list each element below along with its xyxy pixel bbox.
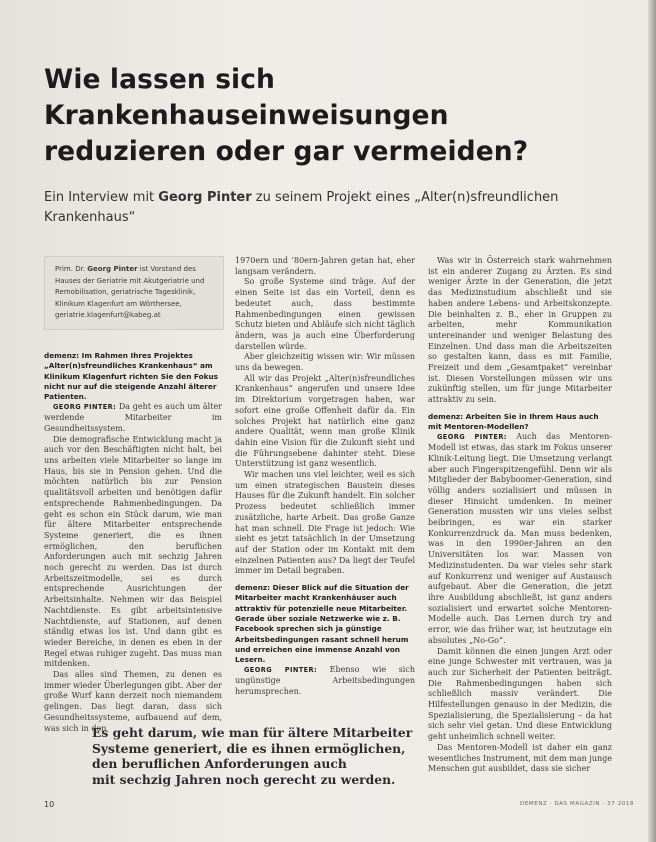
headline: Wie lassen sich Krankenhauseinweisungen reduzieren oder gar vermeiden? — [44, 64, 529, 167]
answer-1-lead — [44, 402, 222, 434]
answer-2 — [235, 665, 415, 697]
pull-quote-line-4: mit sechzig Jahren noch gerecht zu werden. — [92, 772, 396, 788]
bio-text: ist Vorstand des Hauses der Geriatrie mit Akutgeriatrie und Remobilisation, geriatrische Tagesklinik, Klinikum Klagenfurt am Wörthersee, geriatrie.klagenfurt@kabeg.at — [55, 265, 205, 319]
column-2-paragraph-4: All wir das Projekt „Alter(n)sfreundliches Krankenhaus“ angerufen und unsere Idee im Direktorium vorgetragen haben, war sofort eine große Offenheit dafür da. Ein solches Projekt hat natürlich eine ganz andere Qualität, wenn man große Klinik dahin eine Vision für die Zukunft sieht und die Führungsebene dahinter steht. Diese Unterstützung ist ganz wesentlich. — [235, 373, 415, 469]
subtitle-suffix: zu seinem Projekt eines „Alter(n)sfreundlichen Krankenhaus“ — [44, 190, 559, 225]
question-2: demenz: Dieser Blick auf die Situation der Mitarbeiter macht Krankenhäuser auch attraktiv für potenzielle neue Mitarbeiter. Gerade über soziale Netzwerke wie z. B. Facebook sprechen sich ja günstige Arbeitsbedingungen rasant schnell herum und erreichen eine immense Anzahl von Lesern. — [235, 583, 409, 665]
answer-1-body: Die demografische Entwicklung macht ja auch vor den Beschäftigten nicht halt, bei uns arbeiten viele Mitarbeiter so lange im Haus, bis sie in Pension gehen. Und die möchten natürlich bis zur Pension qualitätsvoll arbeiten und benötigen dafür entsprechende Rahmenbedingungen. Da geht es schon ein Stück darum, wie man für ältere Mitarbeiter entsprechende Systeme generiert, die es ihnen ermöglichen, den beruflichen Anforderungen auch mit sechzig Jahren noch gerecht zu werden. Das ist durch Arbeitszeitmodelle, sei es durch entsprechende Ausrichtungen der Arbeitsinhalte. Nehmen wir das Beispiel Nachtdienste. Es gibt arbeitsintensive Nachtdienste, auf Stationen, auf denen ständig etwas los ist. Und dann gibt es wieder Bereiche, in denen es eben in der Regel etwas ruhiger zugeht. Das muss man mitdenken. — [44, 434, 222, 669]
answer-3-text: Auch das Mentoren-Modell ist etwas, das stark im Fokus unserer Klinik-Leitung liegt. Die Umsetzung verlangt aber auch Fingerspitzengefühl. Denn wir als Mitglieder der Babyboomer-Generation, sind völlig anders sozialisiert und müssen in dieser Hinsicht umdenken. In meiner Generation mussten wir uns vieles selbst beibringen, es war ein starker Konkurrenzdruck da. Man muss bedenken, was in den 1990er-Jahren an den Universitäten los war. Massen von Medizinstudenten. Da war vieles sehr stark auf Konkurrenz und weniger auf Austausch aufgebaut. Aber die Generation, die jetzt ihre Ausbildung abschließt, ist ganz anders sozialisiert und erwartet solche Mentoren-Modelle auch. Das Lernen durch try and error, wie das früher war, ist heutzutage ein absolutes „No-Go“. — [428, 432, 612, 645]
question-3: demenz: Arbeiten Sie in Ihrem Haus auch mit Mentoren-Modellen? — [428, 411, 599, 432]
answer-2-text: Ebenso wie sich ungünstige Arbeitsbedingungen herumsprechen. — [235, 665, 415, 696]
page-number: 10 — [44, 800, 55, 809]
author-bio-box — [44, 256, 224, 330]
pull-quote — [92, 725, 412, 788]
answer-3 — [428, 432, 612, 646]
column-2-paragraph-1: 1970ern und ’80ern-Jahren getan hat, eher langsam verändern. — [235, 256, 415, 276]
answer-1-lead-text: Da geht es auch um älter werdende Mitarbeiter im Gesundheitssystem. — [44, 402, 222, 433]
subtitle-name: Georg Pinter — [158, 190, 252, 205]
speaker-label: GEORG PINTER: — [53, 403, 117, 412]
column-2-paragraph-5: Wir machen uns viel leichter, weil es sich um einen strategischen Baustein dieses Hauses für die Zukunft handelt. Ein solcher Prozess bedeutet schließlich immer zusätzliche, harte Arbeit. Das große Ganze hat man schnell. Die Frage ist jedoch: Wie sieht es jetzt tatsächlich in der Umsetzung auf der Station oder im Kontakt mit dem einzelnen Patienten aus? Da liegt der Teufel immer im Detail begraben. — [235, 470, 415, 576]
magazine-footer: DEMENZ · DAS MAGAZIN · 37 2018 — [520, 801, 635, 807]
text-column-3 — [428, 256, 612, 812]
speaker-label: GEORG PINTER: — [437, 433, 507, 442]
bio-prefix: Prim. Dr. — [55, 265, 88, 273]
page-spine-shadow — [648, 0, 656, 842]
question-1: demenz: Im Rahmen Ihres Projektes „Alter(n)sfreundliches Krankenhaus“ am Klinikum Klagenfurt richten Sie den Fokus nicht nur auf die steigende Anzahl älterer Patienten. — [44, 351, 219, 402]
text-column-2 — [235, 256, 415, 734]
column-2-paragraph-2: So große Systeme sind träge. Auf der einen Seite ist das ein Vorteil, denn es bedeutet auch, dass bestimmte Rahmenbedingungen einen gewissen Schutz bieten und Abläufe sich nicht täglich ändern, was ja auch eine Überforderung darstellen würde. — [235, 277, 415, 351]
pull-quote-line-2: Systeme generiert, die es ihnen ermöglichen, — [92, 740, 406, 756]
answer-1-body-2: Das alles sind Themen, zu denen es immer wieder Überlegungen gibt. Aber der große Wurf kann derzeit noch niemandem gelingen. Das liegt daran, dass sich Gesundheitssysteme, aufbauend auf dem, was sich in den — [44, 670, 222, 733]
column-3-paragraph-1: Was wir in Österreich stark wahrnehmen ist ein anderer Zugang zu Ärzten. Es sind weniger Ärzte in der Generation, die jetzt das Medizinstudium abschließt und sie haben andere Lebens- und Arbeitskonzepte. Die beinhalten z. B., eher in Gruppen zu arbeiten, mehr Kommunikation untereinander und weniger Belastung des Einzelnen. Und dass man die Arbeitszeiten so gestalten kann, dass es mit Familie, Freizeit und dem „Gesamtpaket“ vereinbar ist. Diesen Vorstellungen müssen wir uns zukünftig stellen, um für junge Mitarbeiter attraktiv zu sein. — [428, 256, 612, 405]
subtitle — [44, 188, 604, 228]
text-column-1 — [44, 351, 222, 733]
column-3-paragraph-2: Damit können die einen jungen Arzt oder eine junge Schwester mit vertrauen, was ja auch zur Sicherheit der Patienten beiträgt. Die Rahmenbedingungen haben sich schließlich massiv verändert. Die Hilfestellungen genauso in der Medizin, die Spezialisierung, die Spezialisierung – da hat sich sehr viel getan. Und diese Entwicklung geht unheimlich schnell weiter. — [428, 646, 612, 742]
author-bio-text — [55, 264, 215, 322]
pull-quote-line-1: Es geht darum, wie man für ältere Mitarbeiter — [92, 725, 413, 740]
column-2-paragraph-3: Aber gleichzeitig wissen wir: Wir müssen uns da bewegen. — [235, 352, 415, 373]
speaker-label: GEORG PINTER: — [244, 666, 318, 675]
subtitle-prefix: Ein Interview mit — [44, 190, 159, 205]
column-3-paragraph-3: Das Mentoren-Modell ist daher ein ganz wesentliches Instrument, mit dem man junge Menschen gut ausbildet, dass sie sicher — [428, 742, 612, 774]
pull-quote-line-3: den beruflichen Anforderungen auch — [92, 756, 347, 772]
bio-name: Georg Pinter — [87, 265, 138, 273]
